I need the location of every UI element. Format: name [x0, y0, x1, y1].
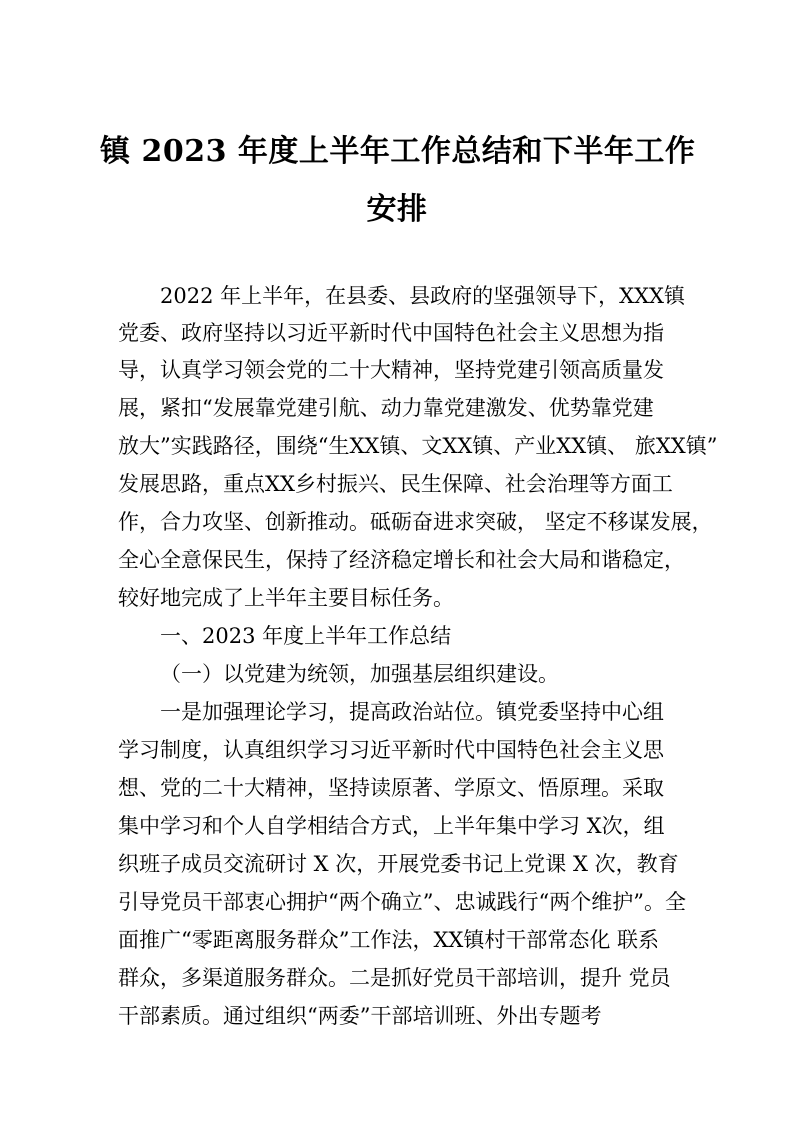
paragraph-line: 学习制度，认真组织学习习近平新时代中国特色社会主义思: [118, 738, 664, 762]
paragraph-line: 较好地完成了上半年主要目标任务。: [118, 586, 454, 610]
document-title-line-1: 镇 2023 年度上半年工作总结和下半年工作: [100, 134, 696, 169]
paragraph-line: 展，紧扣“发展靠党建引航、动力靠党建激发、优势靠党建: [118, 396, 654, 420]
paragraph-line: 放大”实践路径，围绕“生XX镇、文XX镇、产业XX镇、 旅XX镇”: [118, 434, 718, 458]
paragraph-line: 引导党员干部衷心拥护“两个确立”、忠诚践行“两个维护”。全: [118, 890, 686, 914]
subsection-heading: （一）以党建为统领，加强基层组织建设。: [160, 662, 559, 686]
section-heading: 一、2023 年度上半年工作总结: [160, 624, 452, 648]
paragraph-line: 集中学习和个人自学相结合方式，上半年集中学习 X次，组: [118, 814, 665, 838]
paragraph-line: 作，合力攻坚、创新推动。砥砺奋进求突破， 坚定不移谋发展，: [118, 510, 713, 534]
paragraph-line: 2022 年上半年，在县委、县政府的坚强领导下，XXX镇: [160, 284, 685, 308]
paragraph-line: 发展思路，重点XX乡村振兴、民生保障、社会治理等方面工: [118, 472, 673, 496]
paragraph-line: 全心全意保民生，保持了经济稳定增长和社会大局和谐稳定，: [118, 548, 685, 572]
paragraph-line: 导，认真学习领会党的二十大精神，坚持党建引领高质量发: [118, 358, 664, 382]
paragraph-line: 一是加强理论学习，提高政治站位。镇党委坚持中心组: [160, 700, 664, 724]
paragraph-line: 织班子成员交流研讨 X 次，开展党委书记上党课 X 次，教育: [118, 852, 679, 876]
paragraph-line: 面推广“零距离服务群众”工作法，XX镇村干部常态化 联系: [118, 928, 660, 952]
paragraph-line: 群众，多渠道服务群众。二是抓好党员干部培训，提升 党员: [118, 966, 671, 990]
paragraph-line: 想、党的二十大精神，坚持读原著、学原文、悟原理。采取: [118, 776, 664, 800]
paragraph-line: 干部素质。通过组织“两委”干部培训班、外出专题考: [118, 1004, 602, 1028]
document-title-line-2: 安排: [366, 192, 428, 227]
paragraph-line: 党委、政府坚持以习近平新时代中国特色社会主义思想为指: [118, 321, 664, 345]
